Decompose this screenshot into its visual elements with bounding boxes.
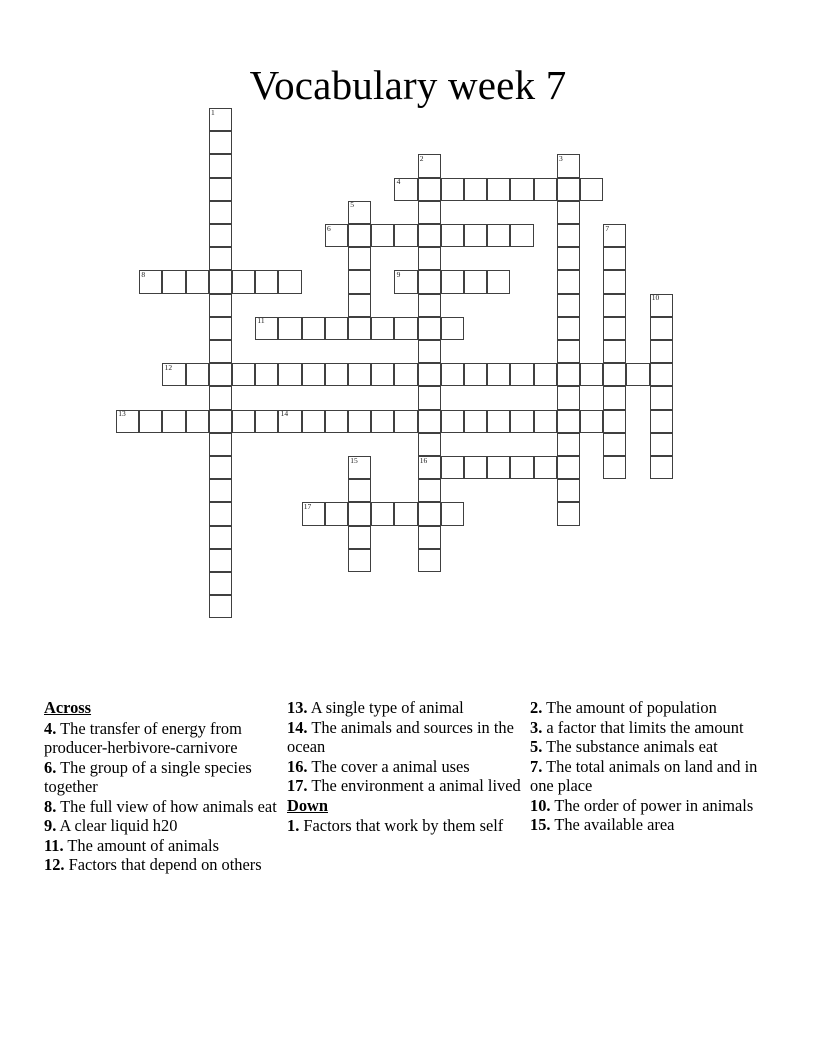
grid-cell[interactable]	[209, 247, 232, 270]
grid-cell-number: 14	[280, 409, 289, 419]
clue-across-14	[287, 718, 524, 757]
grid-cell[interactable]	[162, 363, 185, 386]
grid-cell[interactable]	[557, 270, 580, 293]
grid-cell[interactable]	[557, 410, 580, 433]
grid-cell[interactable]	[487, 270, 510, 293]
grid-cell[interactable]	[557, 340, 580, 363]
grid-cell[interactable]	[557, 433, 580, 456]
grid-cell[interactable]	[394, 270, 417, 293]
clue-number: 6.	[44, 757, 57, 777]
grid-cell[interactable]	[418, 340, 441, 363]
grid-cell[interactable]	[209, 386, 232, 409]
grid-cell-number: 16	[419, 455, 428, 465]
grid-cell[interactable]	[557, 294, 580, 317]
grid-cell[interactable]	[418, 224, 441, 247]
grid-cell[interactable]	[441, 456, 464, 479]
grid-cell[interactable]	[557, 456, 580, 479]
grid-cell[interactable]	[464, 270, 487, 293]
clue-down-1	[287, 816, 524, 836]
grid-cell[interactable]	[255, 363, 278, 386]
grid-cell[interactable]	[603, 410, 626, 433]
grid-cell-number: 2	[419, 153, 424, 163]
grid-cell[interactable]	[557, 178, 580, 201]
grid-cell[interactable]	[418, 456, 441, 479]
grid-cell[interactable]	[418, 526, 441, 549]
grid-cell[interactable]	[464, 410, 487, 433]
grid-cell[interactable]	[209, 131, 232, 154]
clue-number: 5.	[530, 737, 543, 757]
grid-cell[interactable]	[418, 247, 441, 270]
grid-cell[interactable]	[557, 502, 580, 525]
grid-cell[interactable]	[510, 178, 533, 201]
grid-cell[interactable]	[603, 340, 626, 363]
clue-text: The transfer of energy from producer-herbivore-carnivore	[44, 718, 242, 758]
clue-number: 17.	[287, 776, 308, 796]
grid-cell[interactable]	[464, 224, 487, 247]
grid-cell[interactable]	[418, 201, 441, 224]
grid-cell[interactable]	[348, 317, 371, 340]
grid-cell[interactable]	[650, 386, 673, 409]
clue-text: a factor that limits the amount	[546, 717, 744, 737]
grid-cell[interactable]	[650, 340, 673, 363]
crossword-grid	[0, 100, 816, 645]
grid-cell-number: 10	[651, 293, 660, 303]
clue-across-9	[44, 816, 281, 836]
grid-cell[interactable]	[139, 410, 162, 433]
grid-cell[interactable]	[209, 433, 232, 456]
clue-text: The amount of animals	[67, 835, 219, 855]
clue-number: 14.	[287, 717, 308, 737]
grid-cell-number: 8	[141, 269, 146, 279]
grid-cell[interactable]	[232, 270, 255, 293]
grid-cell[interactable]	[302, 410, 325, 433]
grid-cell[interactable]	[418, 154, 441, 177]
clue-number: 7.	[530, 756, 543, 776]
grid-cell[interactable]	[209, 595, 232, 618]
clue-text: The total animals on land and in one place	[530, 756, 758, 796]
grid-cell[interactable]	[302, 317, 325, 340]
grid-cell[interactable]	[209, 224, 232, 247]
grid-cell-number: 1	[210, 107, 215, 117]
grid-cell[interactable]	[278, 317, 301, 340]
grid-cell[interactable]	[418, 502, 441, 525]
grid-cell[interactable]	[325, 224, 348, 247]
page-title: Vocabulary week 7	[249, 62, 567, 109]
clue-number: 8.	[44, 796, 57, 816]
grid-cell[interactable]	[209, 572, 232, 595]
grid-cell[interactable]	[603, 456, 626, 479]
grid-cell[interactable]	[557, 247, 580, 270]
grid-cell[interactable]	[209, 526, 232, 549]
grid-cell[interactable]	[557, 154, 580, 177]
clue-number: 15.	[530, 815, 551, 835]
grid-cell[interactable]	[534, 178, 557, 201]
clue-text: The cover a animal uses	[311, 756, 470, 776]
grid-cell[interactable]	[441, 502, 464, 525]
grid-cell[interactable]	[650, 456, 673, 479]
grid-cell[interactable]	[534, 410, 557, 433]
grid-cell[interactable]	[487, 178, 510, 201]
grid-cell[interactable]	[139, 270, 162, 293]
clue-number: 4.	[44, 718, 57, 738]
grid-cell-number: 17	[303, 501, 312, 511]
grid-cell[interactable]	[603, 317, 626, 340]
grid-cell[interactable]	[325, 410, 348, 433]
grid-cell[interactable]	[394, 317, 417, 340]
grid-cell[interactable]	[162, 270, 185, 293]
grid-cell[interactable]	[348, 363, 371, 386]
grid-cell[interactable]	[209, 363, 232, 386]
grid-cell[interactable]	[209, 154, 232, 177]
grid-cell[interactable]	[418, 386, 441, 409]
grid-cell[interactable]	[162, 410, 185, 433]
grid-cell[interactable]	[441, 224, 464, 247]
grid-cell[interactable]	[441, 317, 464, 340]
clue-down-2	[530, 698, 767, 718]
grid-cell[interactable]	[418, 433, 441, 456]
clue-across-11	[44, 836, 281, 856]
grid-cell[interactable]	[557, 317, 580, 340]
clue-down-3	[530, 718, 767, 738]
clue-text: Factors that depend on others	[68, 855, 262, 875]
grid-cell[interactable]	[348, 224, 371, 247]
grid-cell[interactable]	[209, 294, 232, 317]
grid-cell[interactable]	[116, 410, 139, 433]
grid-cell[interactable]	[580, 363, 603, 386]
grid-cell[interactable]	[441, 363, 464, 386]
clue-across-12	[44, 855, 281, 875]
grid-cell-number: 9	[396, 269, 401, 279]
grid-cell-number: 6	[326, 223, 331, 233]
grid-cell[interactable]	[348, 479, 371, 502]
grid-cell-number: 4	[396, 177, 401, 187]
grid-cell[interactable]	[557, 363, 580, 386]
grid-cell[interactable]	[603, 363, 626, 386]
grid-cell[interactable]	[418, 479, 441, 502]
grid-cell[interactable]	[302, 502, 325, 525]
clue-number: 11.	[44, 835, 64, 855]
clue-column-1	[44, 698, 287, 875]
clue-number: 12.	[44, 855, 65, 875]
grid-cell[interactable]	[325, 317, 348, 340]
clues-section	[44, 698, 774, 875]
clue-across-8	[44, 797, 281, 817]
grid-cell[interactable]	[348, 270, 371, 293]
clue-text: The animals and sources in the ocean	[287, 717, 514, 757]
grid-cell-number: 12	[164, 362, 173, 372]
clue-column-3	[530, 698, 773, 835]
grid-cell[interactable]	[510, 224, 533, 247]
grid-cell[interactable]	[557, 386, 580, 409]
clue-number: 2.	[530, 698, 543, 717]
grid-cell[interactable]	[209, 410, 232, 433]
grid-cell[interactable]	[418, 294, 441, 317]
grid-cell[interactable]	[394, 502, 417, 525]
grid-cell[interactable]	[603, 224, 626, 247]
clue-down-5	[530, 737, 767, 757]
grid-cell[interactable]	[371, 363, 394, 386]
grid-cell[interactable]	[534, 363, 557, 386]
clue-across-13	[287, 698, 524, 718]
clue-text: The environment a animal lived	[311, 776, 521, 796]
grid-cell[interactable]	[603, 270, 626, 293]
grid-cell[interactable]	[487, 224, 510, 247]
clue-number: 9.	[44, 816, 57, 836]
grid-cell[interactable]	[603, 433, 626, 456]
grid-cell[interactable]	[348, 294, 371, 317]
grid-cell[interactable]	[325, 363, 348, 386]
grid-cell[interactable]	[348, 549, 371, 572]
grid-cell[interactable]	[534, 456, 557, 479]
grid-cell[interactable]	[371, 502, 394, 525]
grid-cell[interactable]	[487, 456, 510, 479]
grid-cell[interactable]	[418, 178, 441, 201]
grid-cell[interactable]	[232, 363, 255, 386]
grid-cell[interactable]	[510, 363, 533, 386]
grid-cell[interactable]	[209, 479, 232, 502]
grid-cell[interactable]	[348, 410, 371, 433]
clue-down-15	[530, 815, 767, 835]
grid-cell[interactable]	[209, 201, 232, 224]
grid-cell[interactable]	[394, 224, 417, 247]
grid-cell[interactable]	[232, 410, 255, 433]
grid-cell[interactable]	[209, 549, 232, 572]
grid-cell[interactable]	[278, 363, 301, 386]
grid-cell[interactable]	[209, 340, 232, 363]
clue-down-7	[530, 757, 767, 796]
grid-cell[interactable]	[418, 363, 441, 386]
grid-cell[interactable]	[626, 363, 649, 386]
grid-cell[interactable]	[371, 410, 394, 433]
grid-cell[interactable]	[325, 502, 348, 525]
clue-text: The substance animals eat	[546, 737, 718, 757]
grid-cell[interactable]	[464, 178, 487, 201]
grid-cell[interactable]	[348, 502, 371, 525]
grid-cell[interactable]	[348, 247, 371, 270]
grid-cell-number: 5	[350, 200, 354, 210]
grid-cell[interactable]	[255, 270, 278, 293]
grid-cell[interactable]	[650, 410, 673, 433]
grid-cell[interactable]	[650, 294, 673, 317]
grid-cell[interactable]	[394, 410, 417, 433]
grid-cell[interactable]	[348, 201, 371, 224]
grid-cell[interactable]	[186, 410, 209, 433]
grid-cell[interactable]	[441, 178, 464, 201]
grid-cell[interactable]	[186, 363, 209, 386]
grid-cell[interactable]	[255, 317, 278, 340]
clue-number: 3.	[530, 717, 543, 737]
grid-cell[interactable]	[209, 108, 232, 131]
clue-text: The order of power in animals	[554, 795, 754, 815]
clue-number: 16.	[287, 756, 308, 776]
grid-cell[interactable]	[302, 363, 325, 386]
grid-cell[interactable]	[441, 270, 464, 293]
clue-text: Factors that work by them self	[303, 816, 504, 836]
grid-cell[interactable]	[441, 410, 464, 433]
grid-cell[interactable]	[209, 270, 232, 293]
grid-cell[interactable]	[348, 456, 371, 479]
grid-cell[interactable]	[510, 410, 533, 433]
clue-down-10	[530, 796, 767, 816]
grid-cell[interactable]	[487, 363, 510, 386]
grid-cell[interactable]	[278, 270, 301, 293]
grid-cell-number: 11	[257, 316, 265, 326]
grid-cell-number: 13	[118, 409, 126, 419]
grid-cell[interactable]	[603, 247, 626, 270]
grid-cell-number: 15	[350, 455, 358, 465]
grid-cell-number: 7	[605, 223, 610, 233]
grid-cell[interactable]	[650, 317, 673, 340]
grid-cell[interactable]	[255, 410, 278, 433]
clue-across-4	[44, 719, 281, 758]
clue-number: 1.	[287, 816, 300, 836]
clue-across-16	[287, 757, 524, 777]
clue-across-6	[44, 758, 281, 797]
clue-text: The amount of population	[546, 698, 717, 717]
grid-cell[interactable]	[557, 479, 580, 502]
grid-cell[interactable]	[371, 317, 394, 340]
clue-number: 10.	[530, 795, 551, 815]
grid-cell[interactable]	[209, 178, 232, 201]
clue-text: The full view of how animals eat	[60, 796, 277, 816]
grid-cell[interactable]	[650, 363, 673, 386]
grid-cell[interactable]	[557, 201, 580, 224]
grid-cell[interactable]	[278, 410, 301, 433]
down-heading: Down	[287, 795, 328, 815]
clue-text: The group of a single species together	[44, 757, 252, 797]
grid-cell[interactable]	[371, 224, 394, 247]
grid-cell[interactable]	[510, 456, 533, 479]
grid-cell[interactable]	[418, 410, 441, 433]
grid-cell[interactable]	[418, 317, 441, 340]
across-heading: Across	[44, 698, 92, 717]
grid-cell[interactable]	[186, 270, 209, 293]
grid-cell[interactable]	[603, 294, 626, 317]
grid-cell[interactable]	[580, 178, 603, 201]
clue-text: The available area	[554, 815, 675, 835]
clue-text: A clear liquid h20	[59, 816, 178, 836]
clue-column-2	[287, 698, 530, 836]
grid-cell[interactable]	[209, 502, 232, 525]
grid-cell[interactable]	[487, 410, 510, 433]
grid-cell[interactable]	[464, 363, 487, 386]
clue-number: 13.	[287, 698, 308, 717]
grid-cell[interactable]	[418, 549, 441, 572]
clue-across-17	[287, 776, 524, 796]
grid-cell[interactable]	[209, 317, 232, 340]
grid-cell[interactable]	[348, 526, 371, 549]
clue-text: A single type of animal	[310, 698, 464, 717]
grid-cell-number: 3	[558, 153, 563, 163]
grid-cell[interactable]	[464, 456, 487, 479]
grid-cell[interactable]	[557, 224, 580, 247]
grid-cell[interactable]	[394, 178, 417, 201]
grid-cell[interactable]	[209, 456, 232, 479]
grid-cell[interactable]	[394, 363, 417, 386]
grid-cell[interactable]	[603, 386, 626, 409]
grid-cell[interactable]	[418, 270, 441, 293]
grid-cell[interactable]	[580, 410, 603, 433]
grid-cell[interactable]	[650, 433, 673, 456]
